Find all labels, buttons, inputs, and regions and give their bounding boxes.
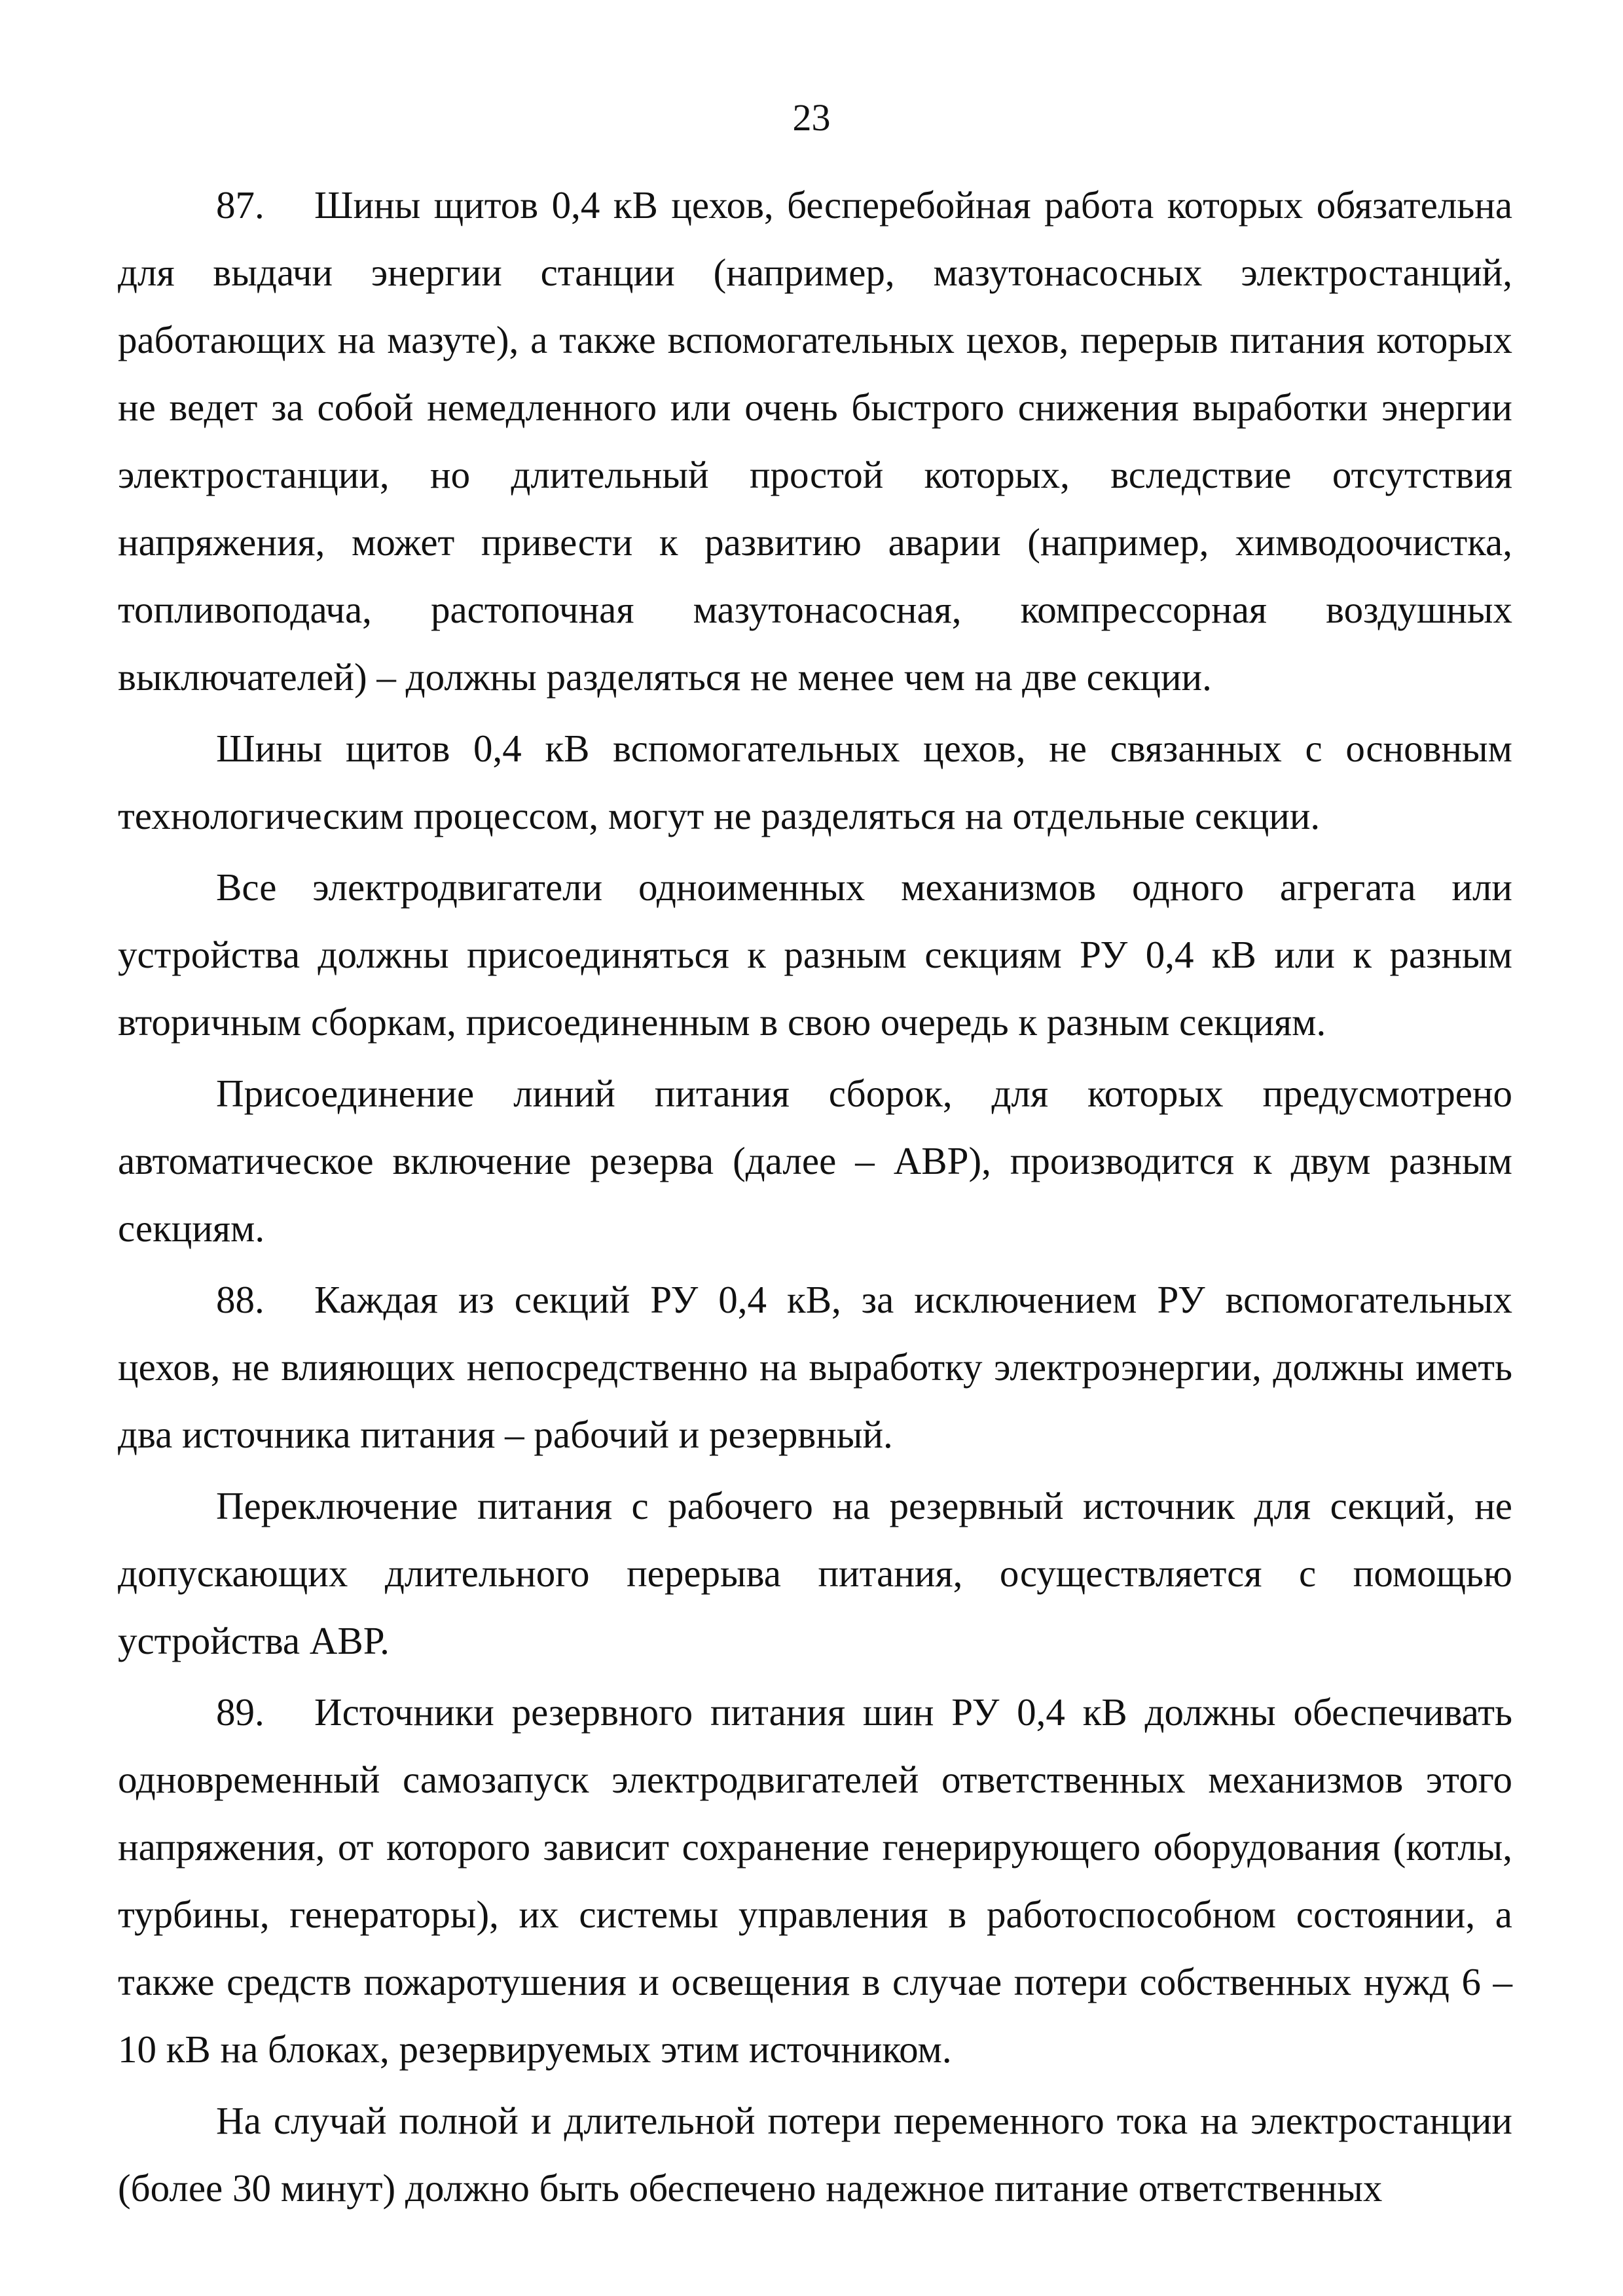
paragraph-text: На случай полной и длительной потери переменного тока на электростанции (более 30 минут) должно быть обеспечено надежное питание ответственных [118,2099,1512,2210]
paragraph-text: Шины щитов 0,4 кВ вспомогательных цехов, не связанных с основным технологическим процессом, могут не разделяться на отдельные секции. [118,727,1512,837]
paragraph-motors [118,854,1512,1056]
document-body [118,172,1512,2226]
paragraph-aux-shops [118,715,1512,850]
paragraph-text: Шины щитов 0,4 кВ цехов, бесперебойная работа которых обязательна для выдачи энергии станции (например, мазутонасосных электростанций, работающих на мазуте), а также вспомогательных цехов, перерыв питания которых не ведет за собой немедленного или очень быстрого снижения выработки энергии электростанции, но длительный простой которых, вследствие отсутствия напряжения, может привести к развитию аварии (например, химводоочистка, топливоподача, растопочная мазутонасосная, компрессорная воздушных выключателей) – должны разделяться не менее чем на две секции. [118,183,1512,699]
paragraph-text: Присоединение линий питания сборок, для которых предусмотрено автоматическое включение резерва (далее – АВР), производится к двум разным секциям. [118,1072,1512,1250]
paragraph-87 [118,172,1512,711]
paragraph-number: 88. [216,1278,264,1321]
paragraph-number: 89. [216,1690,264,1734]
paragraph-number: 87. [216,183,264,227]
paragraph-89 [118,1679,1512,2083]
page-number: 23 [792,96,831,139]
paragraph-avr-connection [118,1060,1512,1262]
paragraph-switching [118,1472,1512,1675]
paragraph-text: Все электродвигатели одноименных механизмов одного агрегата или устройства должны присоединяться к разным секциям РУ 0,4 кВ или к разным вторичным сборкам, присоединенным в свою очередь к разным секциям. [118,866,1512,1044]
paragraph-text: Каждая из секций РУ 0,4 кВ, за исключением РУ вспомогательных цехов, не влияющих непосредственно на выработку электроэнергии, должны иметь два источника питания – рабочий и резервный. [118,1278,1512,1456]
paragraph-88 [118,1266,1512,1468]
paragraph-text: Переключение питания с рабочего на резервный источник для секций, не допускающих длительного перерыва питания, осуществляется с помощью устройства АВР. [118,1484,1512,1662]
paragraph-ac-loss [118,2087,1512,2222]
paragraph-text: Источники резервного питания шин РУ 0,4 кВ должны обеспечивать одновременный самозапуск электродвигателей ответственных механизмов этого напряжения, от которого зависит сохранение генерирующего оборудования (котлы, турбины, генераторы), их системы управления в работоспособном состоянии, а также средств пожаротушения и освещения в случае потери собственных нужд 6 – 10 кВ на блоках, резервируемых этим источником. [118,1690,1512,2071]
